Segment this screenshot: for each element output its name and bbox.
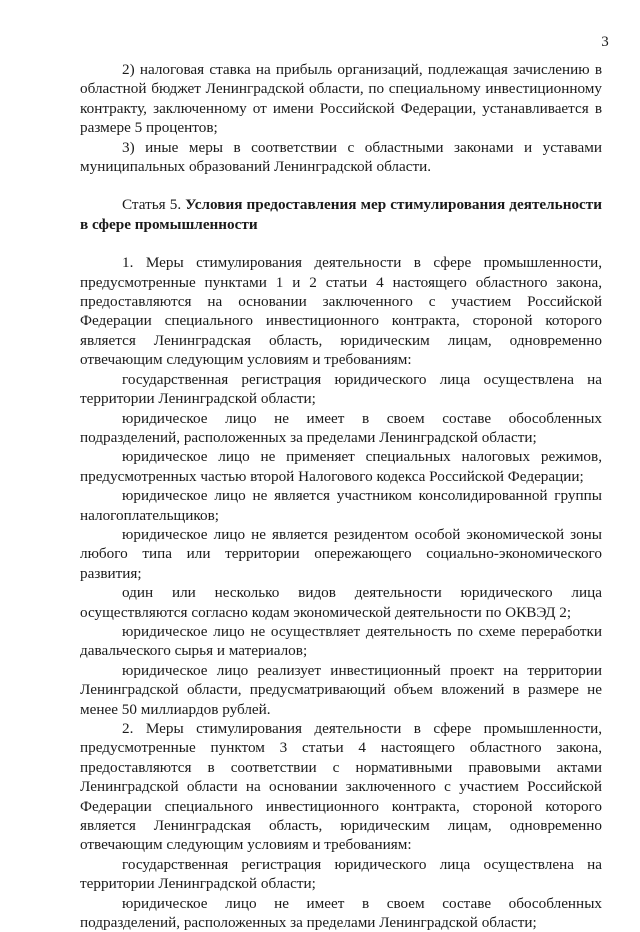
paragraph: один или несколько видов деятельности юридического лица осуществляются согласно кодам экономической деятельности по ОКВЭД 2;: [80, 584, 602, 621]
paragraph: 1. Меры стимулирования деятельности в сфере промышленности, предусмотренные пунктами 1 и 2 статьи 4 настоящего областного закона, предоставляются на основании заключенного с участием Российской Федерации специального инвестиционного контракта, стороной которого является Ленинградская область, юридическим лицам, одновременно отвечающим следующим условиям и требованиям:: [80, 254, 602, 369]
paragraph: юридическое лицо не является участником консолидированной группы налогоплательщиков;: [80, 487, 602, 524]
paragraph: 3) иные меры в соответствии с областными законами и уставами муниципальных образований Ленинградской области.: [80, 138, 602, 176]
paragraph: государственная регистрация юридического лица осуществлена на территории Ленинградской области;: [80, 370, 602, 408]
paragraph: государственная регистрация юридического лица осуществлена на территории Ленинградской области;: [80, 855, 602, 893]
paragraph: юридическое лицо не осуществляет деятельность по схеме переработки давальческого сырья и материалов;: [80, 622, 602, 660]
paragraph: юридическое лицо не является резидентом особой экономической зоны любого типа или территории опережающего социально-экономического развития;: [80, 525, 602, 582]
document-content: [80, 60, 602, 932]
paragraph: 2. Меры стимулирования деятельности в сфере промышленности, предусмотренные пунктом 3 статьи 4 настоящего областного закона, предоставляются в соответствии с нормативными правовыми актами Ленинградской области на основании заключенного с участием Российской Федерации специального инвестиционного контракта, стороной которого является Ленинградская область, юридическим лицам, одновременно отвечающим следующим условиям и требованиям:: [80, 720, 602, 854]
paragraph: юридическое лицо реализует инвестиционный проект на территории Ленинградской области, предусматривающий объем вложений в размере не менее 50 миллиардов рублей.: [80, 661, 602, 718]
article-title: Условия предоставления мер стимулирования деятельности в сфере промышленности: [80, 196, 603, 233]
article-label: Статья 5.: [122, 196, 182, 214]
paragraph: юридическое лицо не имеет в своем составе обособленных подразделений, расположенных за пределами Ленинградской области;: [80, 409, 602, 446]
article-heading: [80, 195, 602, 234]
page-number: 3: [601, 34, 609, 50]
paragraph: юридическое лицо не применяет специальных налоговых режимов, предусмотренных частью второй Налогового кодекса Российской Федерации;: [80, 448, 602, 485]
paragraph: юридическое лицо не имеет в своем составе обособленных подразделений, расположенных за пределами Ленинградской области;: [80, 894, 602, 932]
paragraph: 2) налоговая ставка на прибыль организаций, подлежащая зачислению в областной бюджет Ленинградской области, по специальному инвестиционному контракту, заключенному от имени Российской Федерации, устанавливается в размере 5 процентов;: [80, 61, 602, 137]
